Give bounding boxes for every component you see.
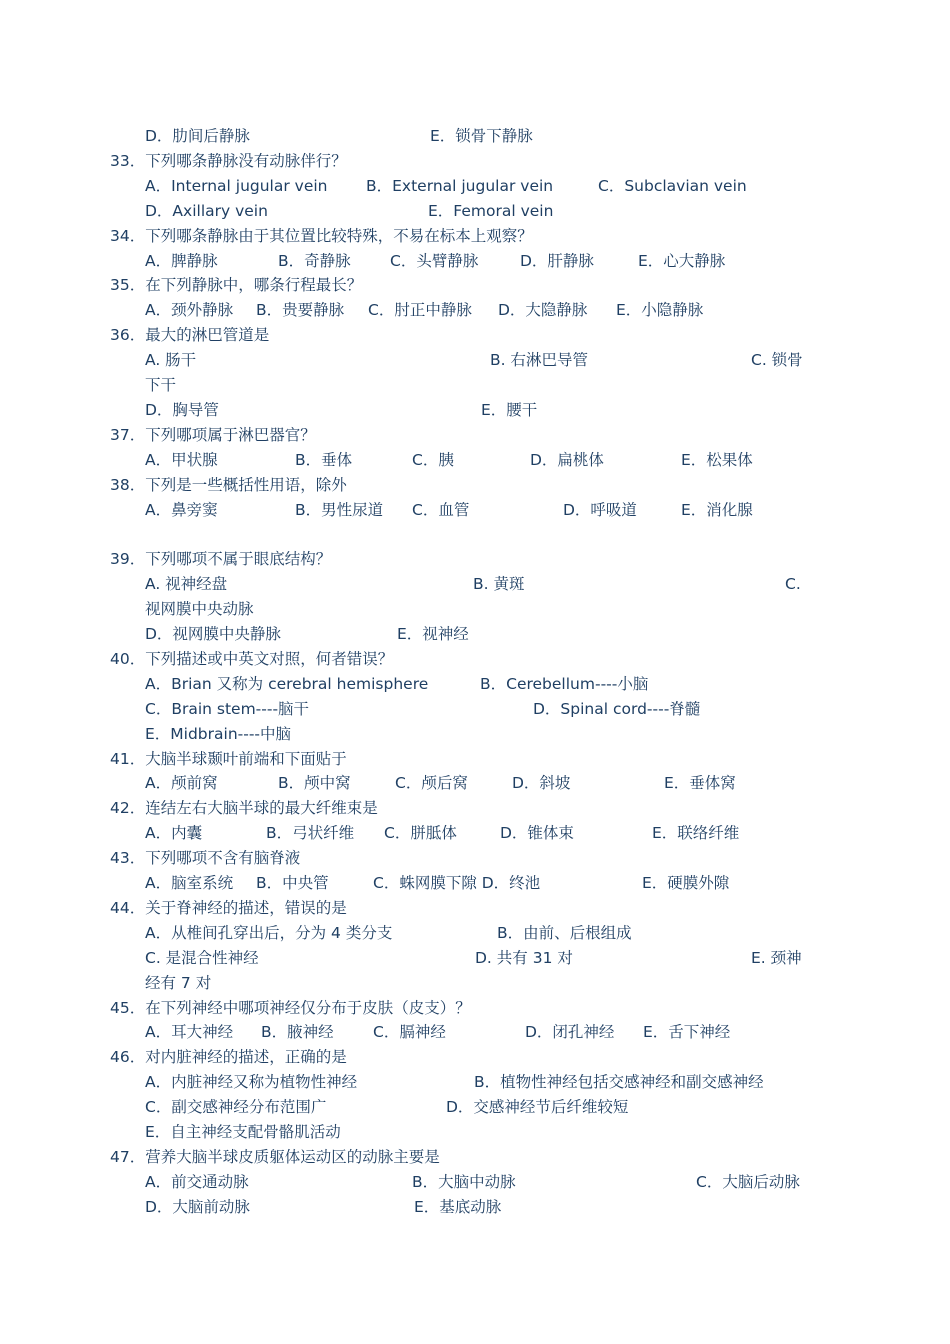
answer-option: D．大脑前动脉 xyxy=(145,1197,250,1216)
answer-option: A. 视神经盘 xyxy=(145,575,228,594)
answer-option: E．垂体窝 xyxy=(664,774,736,793)
question-text: 36．最大的淋巴管道是 xyxy=(110,326,270,345)
answer-option: D．胸导管 xyxy=(145,400,219,419)
answer-option: D．肝静脉 xyxy=(520,251,594,270)
answer-option: D．闭孔神经 xyxy=(525,1023,615,1042)
answer-option: B．贵要静脉 xyxy=(256,301,345,320)
question-text: 37．下列哪项属于淋巴器官？ xyxy=(110,425,316,444)
question-text: 46．对内脏神经的描述，正确的是 xyxy=(110,1048,347,1067)
answer-option: E．腰干 xyxy=(481,400,538,419)
answer-option: A．耳大神经 xyxy=(145,1023,234,1042)
question-text: 35．在下列静脉中，哪条行程最长？ xyxy=(110,276,363,295)
answer-option: A．前交通动脉 xyxy=(145,1172,249,1191)
answer-option: D．大隐静脉 xyxy=(498,301,588,320)
answer-option: E．Midbrain----中脑 xyxy=(145,724,292,743)
question-text: 34．下列哪条静脉由于其位置比较特殊，不易在标本上观察？ xyxy=(110,226,533,245)
question-text: 45．在下列神经中哪项神经仅分布于皮肤（皮支）？ xyxy=(110,998,471,1017)
answer-option: A．颈外静脉 xyxy=(145,301,234,320)
answer-option: E．硬膜外隙 xyxy=(642,874,730,892)
answer-option: E．Femoral vein xyxy=(428,201,554,220)
answer-option: C．胼胝体 xyxy=(384,824,457,843)
answer-option: E．松果体 xyxy=(681,450,753,469)
answer-option: C．Subclavian vein xyxy=(598,176,747,195)
question-text: 38．下列是一些概括性用语，除外 xyxy=(110,475,347,494)
answer-option: E．锁骨下静脉 xyxy=(430,127,533,145)
answer-option: E．自主神经支配骨骼肌活动 xyxy=(145,1123,341,1141)
answer-option: B．奇静脉 xyxy=(278,251,351,270)
answer-option: D．视网膜中央静脉 xyxy=(145,625,281,643)
answer-option: B．由前、后根组成 xyxy=(497,923,632,942)
answer-option: D．锥体束 xyxy=(500,824,574,843)
answer-option: A．脑室系统 xyxy=(145,874,234,892)
answer-option: A．脾静脉 xyxy=(145,251,218,270)
answer-option: B．颅中窝 xyxy=(278,774,351,793)
question-text: 47．营养大脑半球皮质躯体运动区的动脉主要是 xyxy=(110,1147,440,1166)
answer-option: E．消化腺 xyxy=(681,500,753,519)
answer-option: A．鼻旁窦 xyxy=(145,500,218,519)
answer-option: E．视神经 xyxy=(397,625,469,643)
question-text: 42．连结左右大脑半球的最大纤维束是 xyxy=(110,799,378,818)
answer-option: A．内囊 xyxy=(145,824,203,843)
answer-option: B. 黄斑 xyxy=(473,575,525,594)
answer-option: C．颅后窝 xyxy=(395,774,468,793)
answer-option: D．肋间后静脉 xyxy=(145,127,250,145)
answer-option: 视网膜中央动脉 xyxy=(145,600,254,619)
answer-option: A. 肠干 xyxy=(145,351,197,370)
answer-option: E．联络纤维 xyxy=(652,824,740,843)
question-text: 43．下列哪项不含有脑脊液 xyxy=(110,849,301,868)
question-text: 33．下列哪条静脉没有动脉伴行？ xyxy=(110,151,347,170)
answer-option: A．Internal jugular vein xyxy=(145,176,328,195)
answer-option: A．甲状腺 xyxy=(145,450,218,469)
answer-option: C．血管 xyxy=(412,500,470,519)
answer-option: C．头臂静脉 xyxy=(390,251,479,270)
answer-option: C．膈神经 xyxy=(373,1023,446,1042)
answer-option: B．垂体 xyxy=(295,450,353,469)
answer-option: 经有 7 对 xyxy=(145,973,212,992)
question-text: 40．下列描述或中英文对照，何者错误？ xyxy=(110,649,394,668)
answer-option: D．交感神经节后纤维较短 xyxy=(446,1098,629,1117)
answer-option: B．Cerebellum----小脑 xyxy=(480,674,649,693)
answer-option: 下干 xyxy=(145,376,177,394)
answer-option: B．植物性神经包括交感神经和副交感神经 xyxy=(474,1073,764,1092)
answer-option: C．肘正中静脉 xyxy=(368,301,472,320)
answer-option: D．斜坡 xyxy=(512,774,571,793)
answer-option: A．颅前窝 xyxy=(145,774,218,793)
answer-option: B. 右淋巴导管 xyxy=(490,351,588,370)
answer-option: A．从椎间孔穿出后，分为 4 类分支 xyxy=(145,923,393,942)
answer-option: A．内脏神经又称为植物性神经 xyxy=(145,1073,358,1092)
answer-option: E．心大静脉 xyxy=(638,251,726,270)
answer-option: B．男性尿道 xyxy=(295,500,384,519)
answer-option: D．呼吸道 xyxy=(563,500,637,519)
answer-option: C．Brain stem----脑干 xyxy=(145,699,310,718)
answer-option: D．Spinal cord----脊髓 xyxy=(533,699,701,718)
answer-option: B．中央管 xyxy=(256,874,329,892)
question-text: 39．下列哪项不属于眼底结构？ xyxy=(110,550,332,569)
answer-option: D．扁桃体 xyxy=(530,450,604,469)
answer-option: B．大脑中动脉 xyxy=(412,1172,516,1191)
answer-option: C．蛛网膜下隙 D．终池 xyxy=(373,874,541,892)
answer-option: E. 颈神 xyxy=(751,948,802,967)
answer-option: C．胰 xyxy=(412,450,454,469)
answer-option: C. xyxy=(785,575,801,594)
answer-option: B．弓状纤维 xyxy=(266,824,355,843)
answer-option: D. 共有 31 对 xyxy=(475,948,573,967)
question-text: 41．大脑半球颞叶前端和下面贴于 xyxy=(110,749,347,768)
answer-option: B．External jugular vein xyxy=(366,176,554,195)
answer-option: D．Axillary vein xyxy=(145,201,268,220)
answer-option: C．副交感神经分布范围广 xyxy=(145,1098,327,1117)
answer-option: C. 锁骨 xyxy=(751,351,803,370)
answer-option: E．小隐静脉 xyxy=(616,301,704,320)
answer-option: C．大脑后动脉 xyxy=(696,1172,800,1191)
answer-option: C. 是混合性神经 xyxy=(145,948,259,967)
answer-option: B．腋神经 xyxy=(261,1023,334,1042)
answer-option: A．Brian 又称为 cerebral hemisphere xyxy=(145,674,429,693)
answer-option: E．舌下神经 xyxy=(643,1023,731,1042)
question-text: 44．关于脊神经的描述，错误的是 xyxy=(110,898,347,917)
answer-option: E．基底动脉 xyxy=(414,1197,502,1216)
